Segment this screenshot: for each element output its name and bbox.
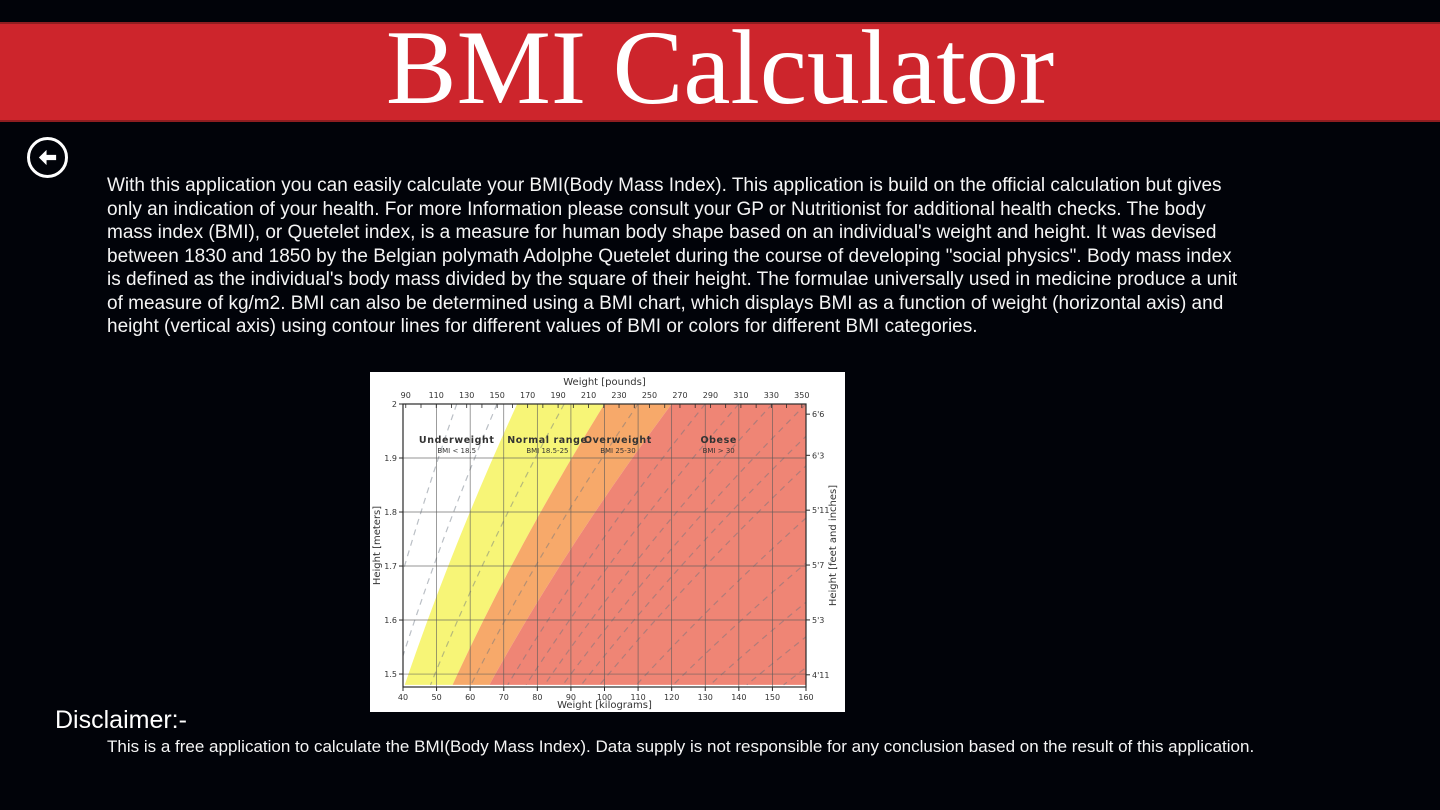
svg-text:70: 70 — [498, 693, 509, 702]
svg-text:BMI 25-30: BMI 25-30 — [600, 446, 636, 455]
svg-text:1.7: 1.7 — [384, 562, 397, 572]
disclaimer-text: This is a free application to calculate the BMI(Body Mass Index). Data supply is not responsible for any conclusion based on the result of this application. — [107, 737, 1255, 756]
back-arrow-icon — [36, 146, 59, 169]
svg-text:6'6: 6'6 — [812, 410, 825, 420]
svg-text:Height [meters]: Height [meters] — [372, 505, 383, 586]
svg-text:Normal range: Normal range — [507, 434, 588, 446]
svg-text:Height [feet and inches]: Height [feet and inches] — [828, 484, 839, 607]
svg-text:5'7: 5'7 — [812, 561, 825, 571]
svg-text:BMI > 30: BMI > 30 — [702, 446, 735, 455]
svg-text:130: 130 — [459, 391, 475, 400]
svg-text:90: 90 — [400, 391, 411, 400]
svg-text:120: 120 — [664, 693, 680, 702]
svg-text:4'11: 4'11 — [812, 670, 830, 680]
svg-text:130: 130 — [697, 693, 713, 702]
svg-text:BMI 18.5-25: BMI 18.5-25 — [526, 446, 569, 455]
svg-text:1.9: 1.9 — [384, 454, 397, 464]
svg-text:110: 110 — [630, 693, 646, 702]
bmi-chart-svg — [370, 372, 845, 712]
svg-text:330: 330 — [763, 391, 780, 400]
svg-text:1.8: 1.8 — [384, 508, 397, 518]
svg-text:1.5: 1.5 — [384, 670, 397, 680]
svg-text:5'3: 5'3 — [812, 615, 825, 625]
svg-text:Obese: Obese — [700, 434, 737, 446]
svg-text:210: 210 — [580, 391, 597, 400]
page-title: BMI Calculator — [385, 9, 1055, 126]
svg-text:150: 150 — [489, 391, 505, 400]
disclaimer-heading: Disclaimer:- — [55, 706, 187, 734]
svg-text:BMI < 18.5: BMI < 18.5 — [437, 446, 477, 455]
svg-text:2: 2 — [391, 400, 397, 409]
svg-text:90: 90 — [565, 693, 577, 702]
svg-text:6'3: 6'3 — [812, 451, 825, 461]
svg-text:1.6: 1.6 — [384, 616, 397, 626]
svg-text:230: 230 — [611, 391, 627, 400]
svg-text:80: 80 — [532, 693, 543, 702]
svg-text:60: 60 — [465, 693, 476, 702]
svg-text:250: 250 — [641, 391, 658, 400]
header-banner — [0, 9, 1440, 126]
svg-text:40: 40 — [397, 693, 409, 702]
svg-text:270: 270 — [672, 391, 688, 400]
svg-text:290: 290 — [702, 391, 719, 400]
svg-text:Underweight: Underweight — [418, 434, 495, 446]
svg-text:Overweight: Overweight — [583, 434, 652, 446]
svg-text:350: 350 — [794, 391, 810, 400]
svg-text:170: 170 — [519, 391, 536, 400]
svg-text:100: 100 — [596, 693, 613, 702]
svg-text:110: 110 — [428, 391, 444, 400]
svg-text:140: 140 — [731, 693, 747, 702]
bmi-chart — [370, 372, 845, 712]
svg-text:160: 160 — [798, 693, 814, 702]
svg-text:50: 50 — [431, 693, 442, 702]
svg-text:150: 150 — [764, 693, 781, 702]
svg-text:Weight [pounds]: Weight [pounds] — [563, 377, 646, 388]
svg-text:5'11: 5'11 — [812, 506, 830, 516]
intro-paragraph: With this application you can easily calculate your BMI(Body Mass Index). This application is build on the official calculation but gives only an indication of your health. For more Information please consult your GP or Nutritionist for additional health checks. The body mass index (BMI), or Quetelet index, is a measure for human body shape based on an individual's weight and height. It was devised between 1830 and 1850 by the Belgian polymath Adolphe Quetelet during the course of developing "social physics". Body mass index is defined as the individual's body mass divided by the square of their height. The formulae universally used in medicine produce a unit of measure of kg/m2. BMI can also be determined using a BMI chart, which displays BMI as a function of weight (horizontal axis) and height (vertical axis) using contour lines for different values of BMI or colors for different BMI categories. — [107, 175, 1238, 337]
svg-text:310: 310 — [733, 391, 749, 400]
svg-text:Weight [kilograms]: Weight [kilograms] — [557, 700, 652, 711]
back-button[interactable] — [27, 137, 68, 178]
svg-text:190: 190 — [550, 391, 566, 400]
